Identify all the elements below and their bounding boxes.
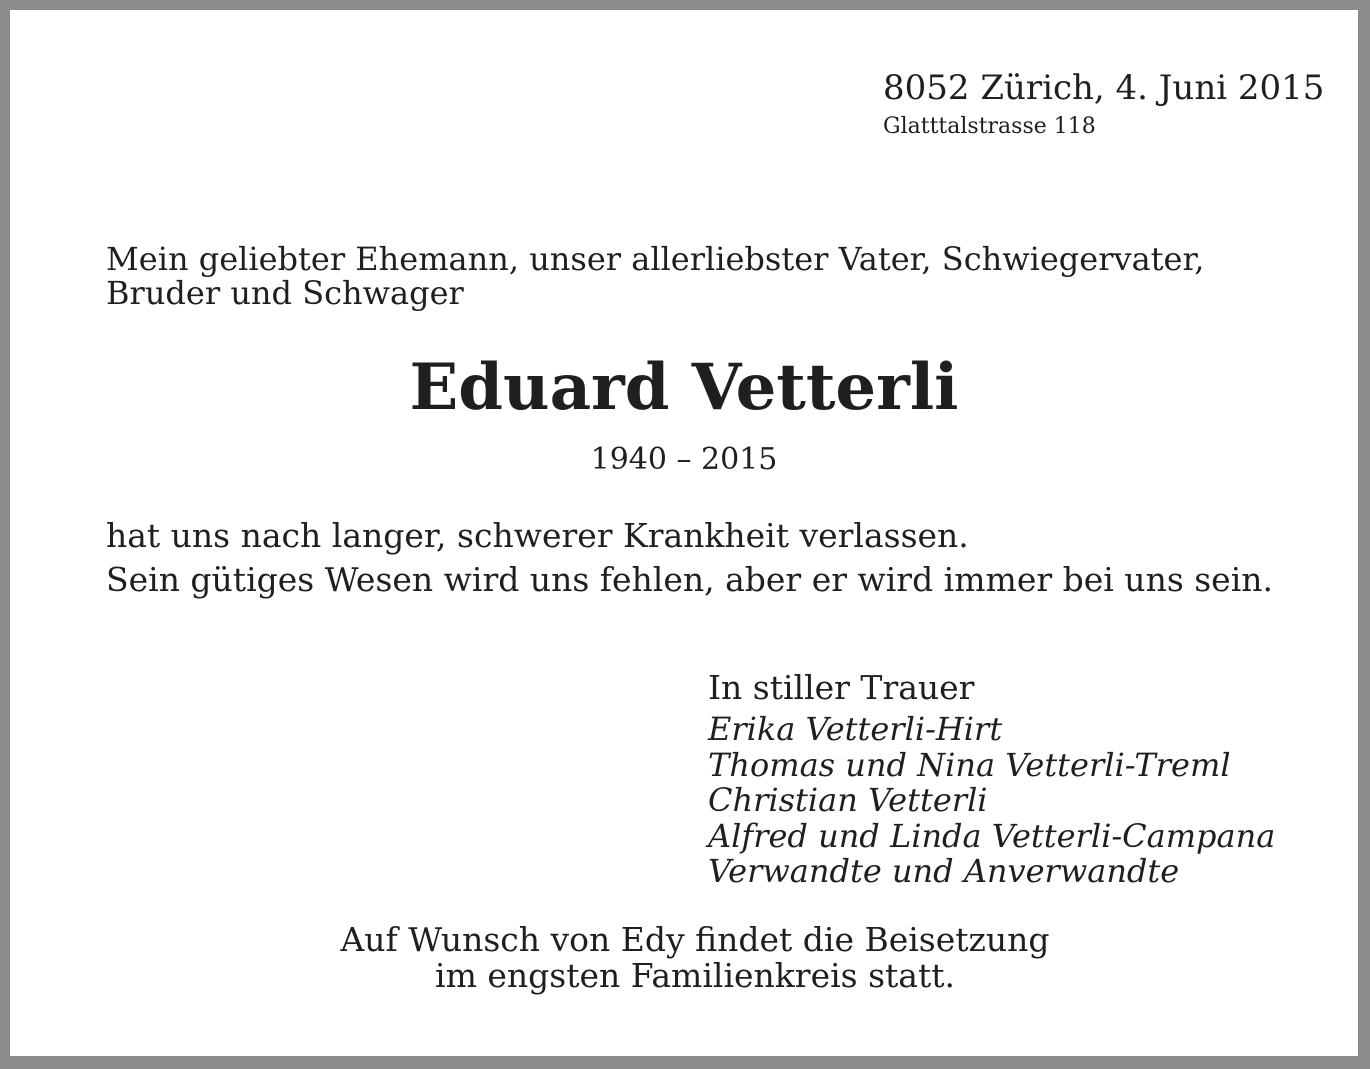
obituary-notice: [10, 10, 1358, 1056]
mourning-heading: In stiller Trauer: [708, 668, 975, 707]
intro-line-2: Bruder und Schwager: [106, 274, 464, 312]
mourner-name: Verwandte und Anverwandte: [708, 852, 1180, 890]
intro-text: [106, 242, 1204, 310]
mourner-name: Thomas und Nina Vetterli-Treml: [708, 745, 1231, 784]
deceased-name: Eduard Vetterli: [409, 350, 959, 425]
farewell-message: [106, 514, 1273, 602]
life-years: 1940 – 2015: [590, 442, 778, 477]
place-and-date: 8052 Zürich, 4. Juni 2015: [883, 68, 1325, 108]
closing-line-1: Auf Wunsch von Edy findet die Beisetzung: [340, 920, 1050, 959]
mourner-name: Christian Vetterli: [708, 781, 988, 819]
mourner-name: Alfred und Linda Vetterli-Campana: [708, 816, 1276, 855]
intro-line-1: Mein geliebter Ehemann, unser allerliebster Vater, Schwiegervater,: [106, 240, 1205, 278]
closing-line-2: im engsten Familienkreis statt.: [435, 956, 955, 995]
mourner-name: Erika Vetterli-Hirt: [708, 710, 1003, 748]
message-line-1: hat uns nach langer, schwerer Krankheit verlassen.: [106, 516, 969, 555]
mourners-list: [708, 712, 1275, 890]
message-line-2: Sein gütiges Wesen wird uns fehlen, aber er wird immer bei uns sein.: [106, 560, 1274, 599]
burial-note: [10, 922, 1370, 994]
street-address: Glatttalstrasse 118: [883, 114, 1096, 139]
